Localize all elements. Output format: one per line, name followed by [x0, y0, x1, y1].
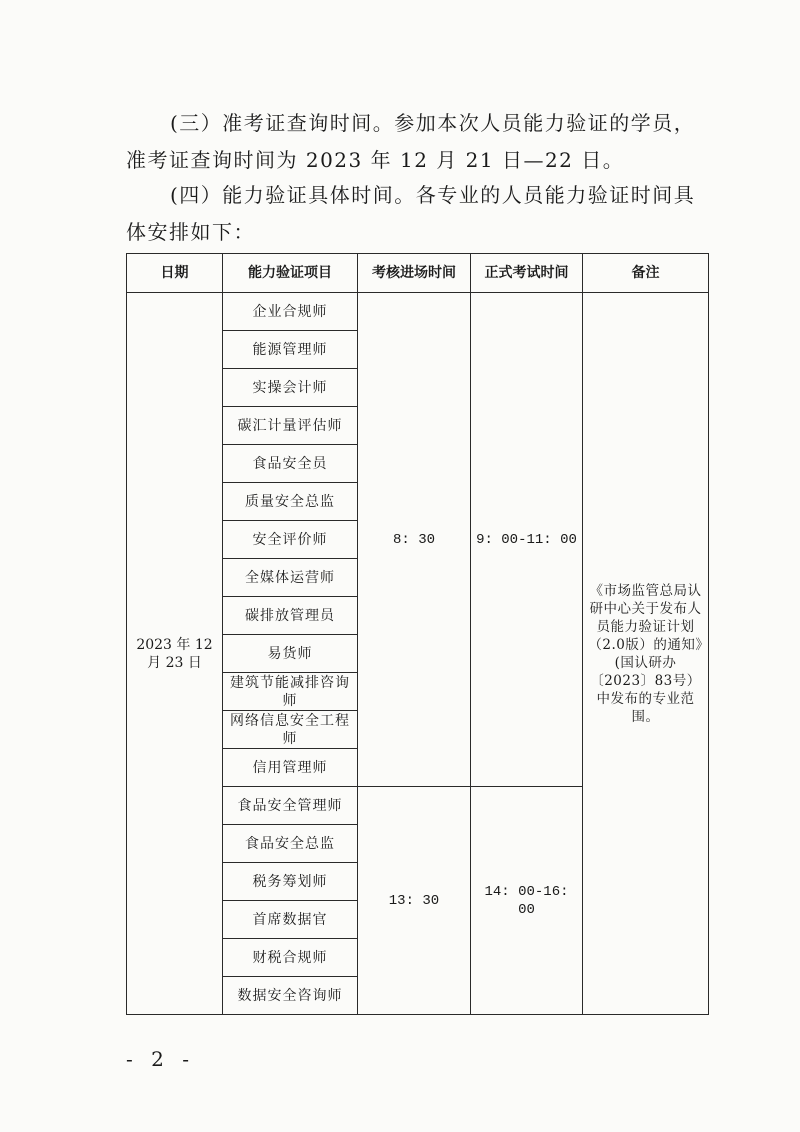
header-item: 能力验证项目	[223, 254, 358, 293]
page-number: - 2 -	[126, 1047, 195, 1071]
paragraph-exam-schedule	[126, 177, 696, 251]
paragraph-line: 体安排如下：	[126, 220, 255, 244]
paragraph-admission-ticket	[126, 105, 696, 179]
date-line: 月 23 日	[147, 654, 202, 671]
item-cell: 税务筹划师	[223, 863, 358, 901]
morning-exam-time: 9: 00-11: 00	[471, 293, 583, 787]
table-row	[127, 293, 709, 331]
item-cell: 信用管理师	[223, 749, 358, 787]
schedule-table	[126, 253, 709, 1015]
item-cell: 碳排放管理员	[223, 597, 358, 635]
morning-entry-time: 8: 30	[358, 293, 471, 787]
item-cell: 首席数据官	[223, 901, 358, 939]
item-cell: 食品安全管理师	[223, 787, 358, 825]
paragraph-line: 准考证查询时间为 2023 年 12 月 21 日—22 日。	[126, 148, 625, 172]
header-remarks: 备注	[583, 254, 709, 293]
item-cell: 易货师	[223, 635, 358, 673]
afternoon-exam-time: 14: 00-16: 00	[471, 787, 583, 1015]
date-cell	[127, 293, 223, 1015]
remarks-cell: 《市场监管总局认研中心关于发布人员能力验证计划（2.0版）的通知》(国认研办〔2023〕83号）中发布的专业范围。	[583, 293, 709, 1015]
item-cell: 建筑节能减排咨询师	[223, 673, 358, 711]
item-cell: 网络信息安全工程师	[223, 711, 358, 749]
header-exam-time: 正式考试时间	[471, 254, 583, 293]
table-header-row	[127, 254, 709, 293]
item-cell: 全媒体运营师	[223, 559, 358, 597]
date-line: 2023 年 12	[136, 636, 213, 653]
item-cell: 企业合规师	[223, 293, 358, 331]
header-date: 日期	[127, 254, 223, 293]
afternoon-entry-time: 13: 30	[358, 787, 471, 1015]
item-cell: 安全评价师	[223, 521, 358, 559]
item-cell: 质量安全总监	[223, 483, 358, 521]
paragraph-line: (三）准考证查询时间。参加本次人员能力验证的学员，	[170, 111, 696, 135]
item-cell: 数据安全咨询师	[223, 977, 358, 1015]
item-cell: 能源管理师	[223, 331, 358, 369]
paragraph-line: (四）能力验证具体时间。各专业的人员能力验证时间具	[170, 183, 696, 207]
item-cell: 食品安全员	[223, 445, 358, 483]
item-cell: 碳汇计量评估师	[223, 407, 358, 445]
item-cell: 食品安全总监	[223, 825, 358, 863]
header-entry-time: 考核进场时间	[358, 254, 471, 293]
item-cell: 实操会计师	[223, 369, 358, 407]
item-cell: 财税合规师	[223, 939, 358, 977]
